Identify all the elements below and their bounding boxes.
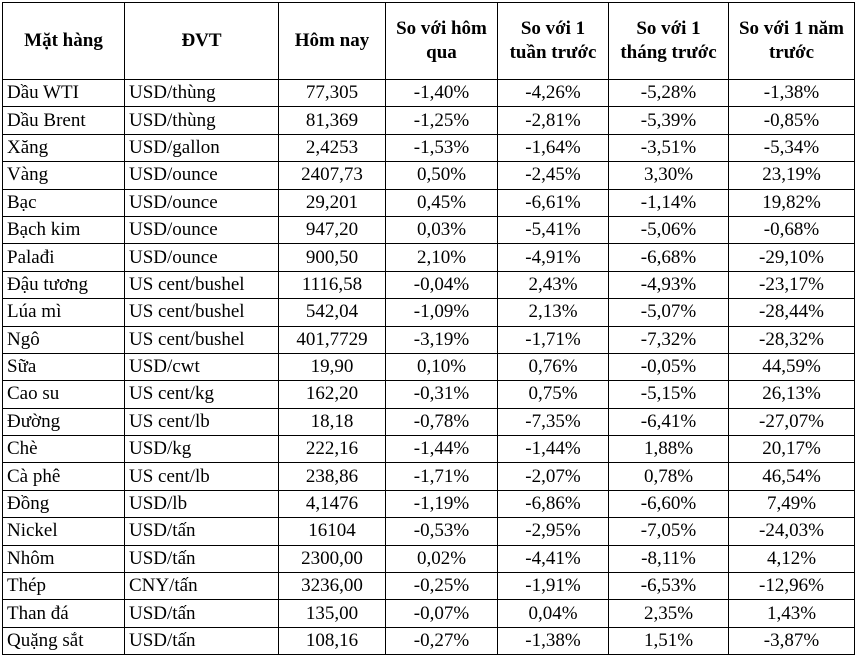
vs-yesterday-cell: -0,53% — [386, 518, 498, 545]
vs-yesterday-cell: 0,10% — [386, 353, 498, 380]
vs-month-cell: 3,30% — [609, 162, 729, 189]
vs-yesterday-cell: -0,07% — [386, 600, 498, 627]
vs-yesterday-cell: -3,19% — [386, 326, 498, 353]
commodity-cell: Nickel — [3, 518, 125, 545]
today-cell: 29,201 — [279, 189, 386, 216]
today-cell: 401,7729 — [279, 326, 386, 353]
vs-month-cell: -4,93% — [609, 271, 729, 298]
unit-cell: USD/tấn — [125, 518, 279, 545]
unit-cell: USD/lb — [125, 490, 279, 517]
today-cell: 2,4253 — [279, 134, 386, 161]
commodity-cell: Xăng — [3, 134, 125, 161]
vs-week-cell: -4,41% — [498, 545, 609, 572]
table-body — [3, 80, 855, 655]
table-row — [3, 408, 855, 435]
today-cell: 19,90 — [279, 353, 386, 380]
vs-month-cell: -5,15% — [609, 381, 729, 408]
vs-yesterday-cell: -0,31% — [386, 381, 498, 408]
vs-month-cell: 2,35% — [609, 600, 729, 627]
today-cell: 81,369 — [279, 107, 386, 134]
vs-yesterday-cell: -1,40% — [386, 80, 498, 107]
vs-year-cell: -28,44% — [729, 299, 855, 326]
commodity-cell: Nhôm — [3, 545, 125, 572]
vs-week-cell: -2,81% — [498, 107, 609, 134]
unit-cell: USD/tấn — [125, 600, 279, 627]
vs-month-cell: -8,11% — [609, 545, 729, 572]
vs-year-cell: 20,17% — [729, 436, 855, 463]
vs-yesterday-cell: -0,78% — [386, 408, 498, 435]
today-cell: 16104 — [279, 518, 386, 545]
header-row — [3, 3, 855, 80]
vs-month-cell: -5,07% — [609, 299, 729, 326]
commodity-cell: Cà phê — [3, 463, 125, 490]
vs-yesterday-cell: 0,45% — [386, 189, 498, 216]
vs-week-cell: -4,91% — [498, 244, 609, 271]
today-cell: 162,20 — [279, 381, 386, 408]
vs-month-cell: -6,41% — [609, 408, 729, 435]
vs-week-cell: 2,43% — [498, 271, 609, 298]
commodity-cell: Ngô — [3, 326, 125, 353]
unit-cell: USD/ounce — [125, 244, 279, 271]
table-row — [3, 600, 855, 627]
table-row — [3, 162, 855, 189]
table-row — [3, 216, 855, 243]
header-vs-month: So với 1 tháng trước — [609, 3, 729, 80]
unit-cell: USD/tấn — [125, 627, 279, 654]
today-cell: 947,20 — [279, 216, 386, 243]
table-row — [3, 299, 855, 326]
vs-week-cell: 2,13% — [498, 299, 609, 326]
header-vs-week: So với 1 tuần trước — [498, 3, 609, 80]
unit-cell: US cent/lb — [125, 408, 279, 435]
unit-cell: USD/thùng — [125, 107, 279, 134]
vs-year-cell: -29,10% — [729, 244, 855, 271]
header-unit: ĐVT — [125, 3, 279, 80]
vs-week-cell: -2,07% — [498, 463, 609, 490]
vs-week-cell: -1,44% — [498, 436, 609, 463]
commodity-cell: Cao su — [3, 381, 125, 408]
table-row — [3, 545, 855, 572]
vs-week-cell: -6,86% — [498, 490, 609, 517]
today-cell: 900,50 — [279, 244, 386, 271]
vs-week-cell: 0,75% — [498, 381, 609, 408]
vs-month-cell: -1,14% — [609, 189, 729, 216]
unit-cell: USD/gallon — [125, 134, 279, 161]
vs-yesterday-cell: 2,10% — [386, 244, 498, 271]
unit-cell: USD/kg — [125, 436, 279, 463]
vs-month-cell: -5,06% — [609, 216, 729, 243]
vs-month-cell: 1,51% — [609, 627, 729, 654]
vs-year-cell: -24,03% — [729, 518, 855, 545]
vs-yesterday-cell: -0,27% — [386, 627, 498, 654]
vs-year-cell: -3,87% — [729, 627, 855, 654]
unit-cell: USD/ounce — [125, 189, 279, 216]
header-vs-yesterday: So với hôm qua — [386, 3, 498, 80]
table-row — [3, 627, 855, 654]
commodity-cell: Bạc — [3, 189, 125, 216]
vs-year-cell: -23,17% — [729, 271, 855, 298]
commodity-cell: Than đá — [3, 600, 125, 627]
vs-yesterday-cell: 0,50% — [386, 162, 498, 189]
commodity-cell: Đậu tương — [3, 271, 125, 298]
vs-month-cell: -0,05% — [609, 353, 729, 380]
commodity-cell: Bạch kim — [3, 216, 125, 243]
today-cell: 1116,58 — [279, 271, 386, 298]
today-cell: 222,16 — [279, 436, 386, 463]
unit-cell: USD/thùng — [125, 80, 279, 107]
vs-week-cell: 0,04% — [498, 600, 609, 627]
vs-year-cell: -1,38% — [729, 80, 855, 107]
vs-week-cell: -2,95% — [498, 518, 609, 545]
header-commodity: Mặt hàng — [3, 3, 125, 80]
table-row — [3, 490, 855, 517]
today-cell: 2407,73 — [279, 162, 386, 189]
unit-cell: USD/tấn — [125, 545, 279, 572]
table-row — [3, 381, 855, 408]
vs-month-cell: -6,53% — [609, 573, 729, 600]
vs-yesterday-cell: 0,02% — [386, 545, 498, 572]
vs-year-cell: 1,43% — [729, 600, 855, 627]
vs-year-cell: 46,54% — [729, 463, 855, 490]
unit-cell: USD/cwt — [125, 353, 279, 380]
vs-week-cell: -5,41% — [498, 216, 609, 243]
vs-year-cell: -28,32% — [729, 326, 855, 353]
vs-week-cell: -1,38% — [498, 627, 609, 654]
vs-week-cell: -1,64% — [498, 134, 609, 161]
commodity-cell: Chè — [3, 436, 125, 463]
vs-yesterday-cell: -1,25% — [386, 107, 498, 134]
vs-week-cell: 0,76% — [498, 353, 609, 380]
header-today: Hôm nay — [279, 3, 386, 80]
table-row — [3, 353, 855, 380]
table-row — [3, 80, 855, 107]
vs-year-cell: 7,49% — [729, 490, 855, 517]
vs-yesterday-cell: -1,44% — [386, 436, 498, 463]
table-row — [3, 107, 855, 134]
vs-month-cell: -6,60% — [609, 490, 729, 517]
vs-year-cell: -0,85% — [729, 107, 855, 134]
vs-week-cell: -1,91% — [498, 573, 609, 600]
table-row — [3, 326, 855, 353]
vs-year-cell: -5,34% — [729, 134, 855, 161]
vs-year-cell: 44,59% — [729, 353, 855, 380]
vs-year-cell: -0,68% — [729, 216, 855, 243]
commodity-cell: Quặng sắt — [3, 627, 125, 654]
vs-yesterday-cell: -1,71% — [386, 463, 498, 490]
unit-cell: USD/ounce — [125, 216, 279, 243]
commodity-cell: Thép — [3, 573, 125, 600]
vs-week-cell: -6,61% — [498, 189, 609, 216]
unit-cell: CNY/tấn — [125, 573, 279, 600]
vs-year-cell: -27,07% — [729, 408, 855, 435]
vs-month-cell: -7,05% — [609, 518, 729, 545]
today-cell: 542,04 — [279, 299, 386, 326]
vs-month-cell: 0,78% — [609, 463, 729, 490]
commodity-price-table — [2, 2, 855, 655]
commodity-cell: Vàng — [3, 162, 125, 189]
commodity-cell: Lúa mì — [3, 299, 125, 326]
vs-week-cell: -7,35% — [498, 408, 609, 435]
unit-cell: US cent/bushel — [125, 271, 279, 298]
table-row — [3, 244, 855, 271]
vs-year-cell: 23,19% — [729, 162, 855, 189]
today-cell: 4,1476 — [279, 490, 386, 517]
header-vs-year: So với 1 năm trước — [729, 3, 855, 80]
today-cell: 18,18 — [279, 408, 386, 435]
commodity-cell: Palađi — [3, 244, 125, 271]
table-row — [3, 134, 855, 161]
table-row — [3, 463, 855, 490]
vs-week-cell: -1,71% — [498, 326, 609, 353]
today-cell: 108,16 — [279, 627, 386, 654]
vs-yesterday-cell: 0,03% — [386, 216, 498, 243]
vs-month-cell: -5,28% — [609, 80, 729, 107]
unit-cell: USD/ounce — [125, 162, 279, 189]
vs-month-cell: -6,68% — [609, 244, 729, 271]
vs-month-cell: -7,32% — [609, 326, 729, 353]
vs-yesterday-cell: -0,25% — [386, 573, 498, 600]
commodity-cell: Dầu Brent — [3, 107, 125, 134]
vs-month-cell: -5,39% — [609, 107, 729, 134]
vs-year-cell: -12,96% — [729, 573, 855, 600]
today-cell: 2300,00 — [279, 545, 386, 572]
commodity-cell: Sữa — [3, 353, 125, 380]
table-row — [3, 271, 855, 298]
unit-cell: US cent/bushel — [125, 299, 279, 326]
unit-cell: US cent/bushel — [125, 326, 279, 353]
unit-cell: US cent/lb — [125, 463, 279, 490]
table-row — [3, 189, 855, 216]
today-cell: 238,86 — [279, 463, 386, 490]
today-cell: 135,00 — [279, 600, 386, 627]
commodity-cell: Dầu WTI — [3, 80, 125, 107]
vs-year-cell: 19,82% — [729, 189, 855, 216]
commodity-cell: Đồng — [3, 490, 125, 517]
vs-week-cell: -2,45% — [498, 162, 609, 189]
vs-year-cell: 4,12% — [729, 545, 855, 572]
vs-yesterday-cell: -1,53% — [386, 134, 498, 161]
vs-year-cell: 26,13% — [729, 381, 855, 408]
table-row — [3, 573, 855, 600]
vs-month-cell: 1,88% — [609, 436, 729, 463]
table-row — [3, 436, 855, 463]
vs-month-cell: -3,51% — [609, 134, 729, 161]
unit-cell: US cent/kg — [125, 381, 279, 408]
today-cell: 3236,00 — [279, 573, 386, 600]
commodity-cell: Đường — [3, 408, 125, 435]
vs-yesterday-cell: -1,19% — [386, 490, 498, 517]
vs-yesterday-cell: -1,09% — [386, 299, 498, 326]
vs-yesterday-cell: -0,04% — [386, 271, 498, 298]
vs-week-cell: -4,26% — [498, 80, 609, 107]
table-row — [3, 518, 855, 545]
today-cell: 77,305 — [279, 80, 386, 107]
